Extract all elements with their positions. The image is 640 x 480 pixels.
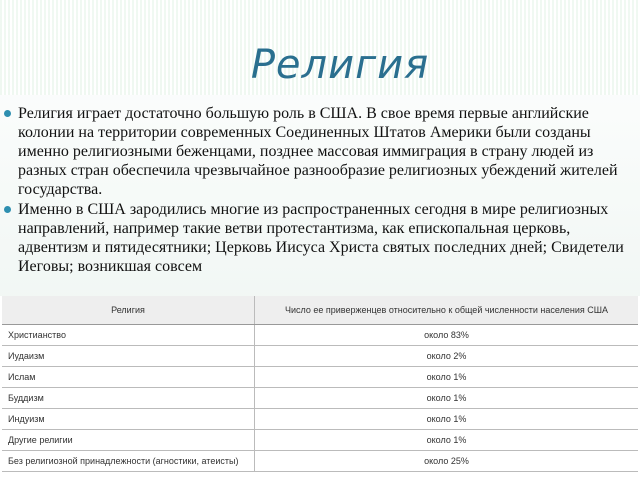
table-row	[2, 325, 638, 346]
bullet-dot-icon	[4, 110, 11, 117]
share-cell: около 1%	[255, 388, 639, 409]
table-row	[2, 430, 638, 451]
table-header-row	[2, 296, 638, 325]
religion-cell: Христианство	[2, 325, 255, 346]
religion-cell: Ислам	[2, 367, 255, 388]
header-share: Число ее приверженцев относительно к общей численности населения США	[255, 296, 639, 325]
religion-table-container	[0, 296, 640, 480]
paragraph-text: Именно в США зародились многие из распространенных сегодня в мире религиозных направлений, например такие ветви протестантизма, как епископальная церковь, адвентизм и пятидесятники; Церковь Иисуса Христа святых последних дней; Свидетели Иеговы; возникшая совсем	[18, 201, 624, 275]
religion-cell: Индуизм	[2, 409, 255, 430]
share-cell: около 2%	[255, 346, 639, 367]
share-cell: около 25%	[255, 451, 639, 472]
share-cell: около 1%	[255, 409, 639, 430]
table-row	[2, 367, 638, 388]
share-cell: около 1%	[255, 367, 639, 388]
religion-cell: Без религиозной принадлежности (агностики, атеисты)	[2, 451, 255, 472]
text-content	[4, 104, 634, 294]
paragraph-text: Религия играет достаточно большую роль в США. В свое время первые английские колонии на территории современных Соединенных Штатов Америки были созданы именно религиозными беженцами, позднее массовая иммиграция в страну людей из разных стран обеспечила чрезвычайное разнообразие религиозных убеждений жителей государства.	[18, 105, 618, 198]
religion-cell: Другие религии	[2, 430, 255, 451]
table-row	[2, 346, 638, 367]
table-row	[2, 388, 638, 409]
share-cell: около 83%	[255, 325, 639, 346]
header-religion: Религия	[2, 296, 255, 325]
bullet-paragraph-2	[4, 200, 634, 276]
page-title: Религия	[250, 42, 430, 88]
religion-cell: Иудаизм	[2, 346, 255, 367]
religion-table	[2, 296, 638, 472]
table-row	[2, 451, 638, 472]
bullet-paragraph-1	[4, 104, 634, 199]
share-cell: около 1%	[255, 430, 639, 451]
table-row	[2, 409, 638, 430]
bullet-dot-icon	[4, 206, 11, 213]
religion-cell: Буддизм	[2, 388, 255, 409]
